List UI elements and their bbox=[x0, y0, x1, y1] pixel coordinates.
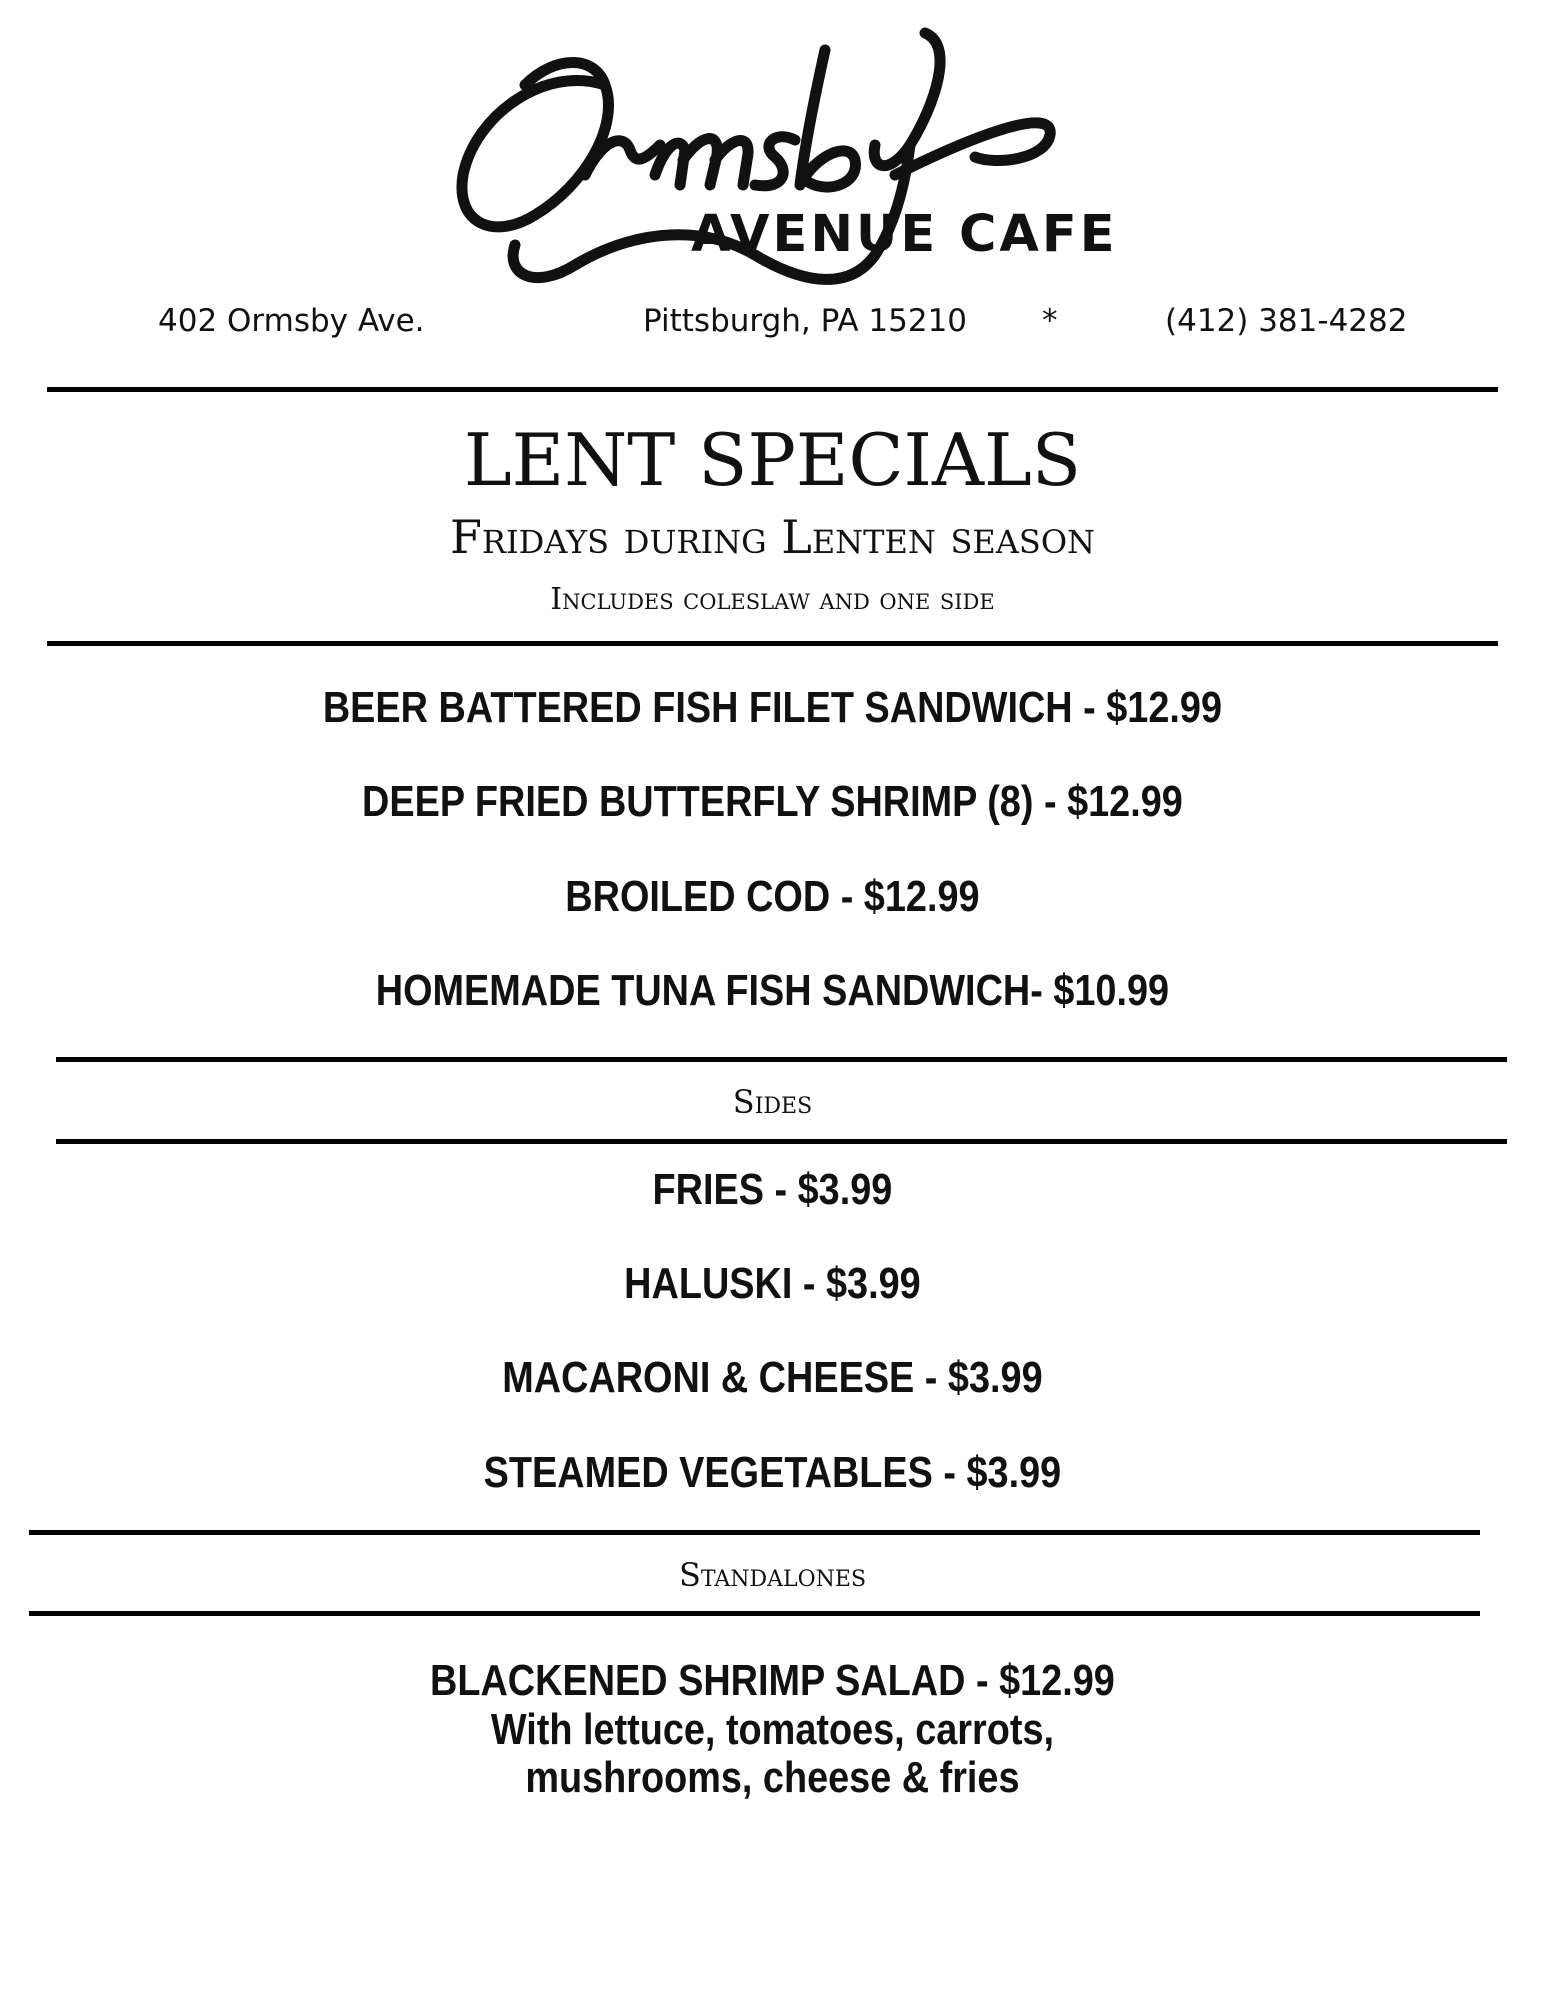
divider-sides-bottom bbox=[56, 1139, 1507, 1144]
separator-star: * bbox=[1042, 303, 1058, 339]
side-item: STEAMED VEGETABLES - $3.99 bbox=[483, 1448, 1062, 1497]
logo-subtitle: AVENUE CAFE bbox=[691, 205, 1118, 264]
address-text: 402 Ormsby Ave. bbox=[158, 303, 425, 339]
sides-heading: Sides bbox=[732, 1083, 813, 1121]
page-subtitle: Fridays during Lenten season bbox=[449, 510, 1096, 564]
menu-item: BROILED COD - $12.99 bbox=[565, 872, 980, 921]
side-item: FRIES - $3.99 bbox=[652, 1165, 893, 1214]
side-item: HALUSKI - $3.99 bbox=[624, 1259, 921, 1308]
divider-specials bbox=[47, 641, 1498, 646]
ormsby-logo bbox=[455, 25, 1118, 325]
side-item: MACARONI & CHEESE - $3.99 bbox=[502, 1353, 1043, 1402]
standalones-heading: Standalones bbox=[678, 1556, 867, 1594]
page-title: LENT SPECIALS bbox=[463, 418, 1082, 502]
divider-sides-top bbox=[56, 1057, 1507, 1062]
phone-text: (412) 381-4282 bbox=[1165, 303, 1408, 339]
menu-item: HOMEMADE TUNA FISH SANDWICH- $10.99 bbox=[375, 966, 1170, 1015]
divider-standalones-top bbox=[29, 1530, 1480, 1535]
divider-top bbox=[47, 387, 1498, 392]
menu-item: DEEP FRIED BUTTERFLY SHRIMP (8) - $12.99 bbox=[362, 777, 1183, 826]
standalone-item-desc-line2: mushrooms, cheese & fries bbox=[525, 1753, 1020, 1802]
menu-item: BEER BATTERED FISH FILET SANDWICH - $12.99 bbox=[322, 683, 1222, 732]
standalone-item-title: BLACKENED SHRIMP SALAD - $12.99 bbox=[430, 1656, 1115, 1705]
standalone-item-desc-line1: With lettuce, tomatoes, carrots, bbox=[490, 1705, 1055, 1754]
ormsby-script-logo bbox=[455, 25, 1105, 325]
divider-standalones-bottom bbox=[29, 1611, 1480, 1616]
city-text: Pittsburgh, PA 15210 bbox=[643, 303, 968, 339]
specials-note: Includes coleslaw and one side bbox=[550, 582, 995, 617]
